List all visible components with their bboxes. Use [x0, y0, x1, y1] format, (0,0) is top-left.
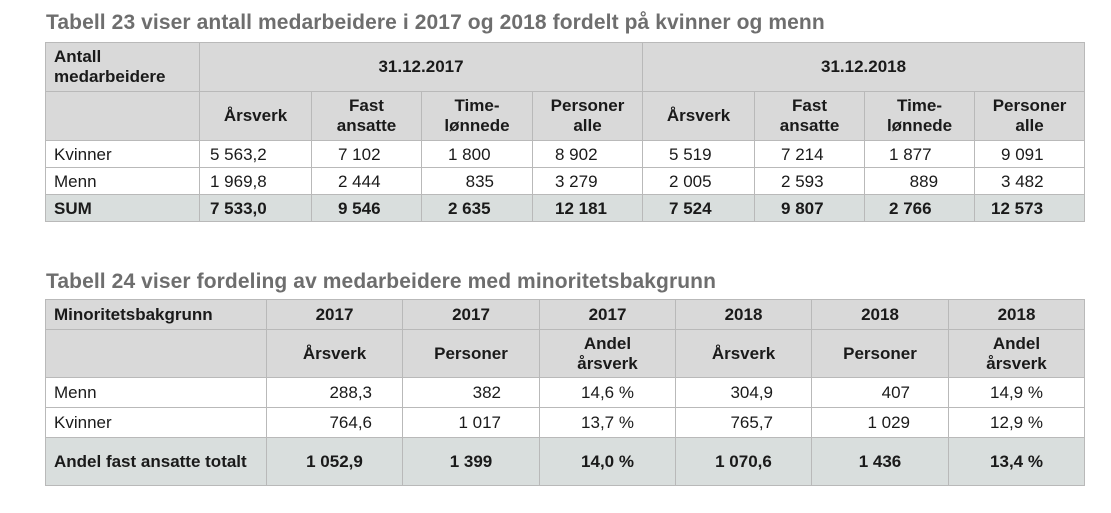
table-cell: 7 533,0	[200, 195, 312, 222]
column-header: Årsverk	[676, 330, 812, 378]
table-cell: 7 102	[312, 141, 422, 168]
column-header: Årsverk	[267, 330, 403, 378]
table-cell: 9 091	[975, 141, 1085, 168]
table-cell: 1 800	[422, 141, 533, 168]
header-empty-cell	[46, 92, 200, 141]
table-cell: 765,7	[676, 408, 812, 438]
table-cell: 1 052,9	[267, 438, 403, 486]
table-cell: 3 279	[533, 168, 643, 195]
corner-label: Antall medarbeidere	[46, 43, 200, 92]
column-header: Fast ansatte	[755, 92, 865, 141]
table-cell: 2 005	[643, 168, 755, 195]
sum-row	[46, 195, 1085, 222]
table-cell: 5 563,2	[200, 141, 312, 168]
table-row	[46, 168, 1085, 195]
table-cell: 1 969,8	[200, 168, 312, 195]
table-cell: 13,7 %	[540, 408, 676, 438]
column-header: Personer	[403, 330, 540, 378]
table-cell: 1 070,6	[676, 438, 812, 486]
table-cell: 835	[422, 168, 533, 195]
table-24	[45, 299, 1085, 486]
table-cell: 9 546	[312, 195, 422, 222]
year-header: 2018	[812, 300, 949, 330]
year-header: 2017	[267, 300, 403, 330]
table-cell: 1 017	[403, 408, 540, 438]
table-cell: 407	[812, 378, 949, 408]
table-cell: 382	[403, 378, 540, 408]
table-cell: 2 766	[865, 195, 975, 222]
table-cell: 14,9 %	[949, 378, 1085, 408]
table-cell: 8 902	[533, 141, 643, 168]
table-23-title: Tabell 23 viser antall medarbeidere i 2017 og 2018 fordelt på kvinner og menn	[46, 11, 825, 34]
table-cell: 1 436	[812, 438, 949, 486]
table-cell: 12 573	[975, 195, 1085, 222]
column-header: Andel årsverk	[949, 330, 1085, 378]
table-cell: 288,3	[267, 378, 403, 408]
table-cell: 12,9 %	[949, 408, 1085, 438]
table-cell: 889	[865, 168, 975, 195]
table-row	[46, 141, 1085, 168]
period-header-2018: 31.12.2018	[643, 43, 1085, 92]
table-cell: 12 181	[533, 195, 643, 222]
header-empty-cell	[46, 330, 267, 378]
table-cell: 2 635	[422, 195, 533, 222]
period-header-2017: 31.12.2017	[200, 43, 643, 92]
table-cell: 14,0 %	[540, 438, 676, 486]
table-row	[46, 408, 1085, 438]
column-header: Time-lønnede	[422, 92, 533, 141]
table-cell: 7 214	[755, 141, 865, 168]
column-header: Andel årsverk	[540, 330, 676, 378]
table-cell: 14,6 %	[540, 378, 676, 408]
table-cell: 2 444	[312, 168, 422, 195]
table-cell: 13,4 %	[949, 438, 1085, 486]
row-label: SUM	[46, 195, 200, 222]
table-cell: 1 029	[812, 408, 949, 438]
table-cell: 304,9	[676, 378, 812, 408]
table-cell: 9 807	[755, 195, 865, 222]
table-cell: 1 399	[403, 438, 540, 486]
table-cell: 764,6	[267, 408, 403, 438]
row-label: Andel fast ansatte totalt	[46, 438, 267, 486]
table-cell: 5 519	[643, 141, 755, 168]
table-23	[45, 42, 1085, 222]
table-row	[46, 378, 1085, 408]
column-header: Personer alle	[975, 92, 1085, 141]
corner-label: Minoritetsbakgrunn	[46, 300, 267, 330]
table-cell: 2 593	[755, 168, 865, 195]
row-label: Kvinner	[46, 408, 267, 438]
column-header: Personer alle	[533, 92, 643, 141]
year-header: 2017	[403, 300, 540, 330]
row-label: Menn	[46, 378, 267, 408]
column-header: Time-lønnede	[865, 92, 975, 141]
table-cell: 7 524	[643, 195, 755, 222]
table-24-title: Tabell 24 viser fordeling av medarbeidere med minoritetsbakgrunn	[46, 270, 717, 293]
table-cell: 1 877	[865, 141, 975, 168]
year-header: 2018	[949, 300, 1085, 330]
row-label: Kvinner	[46, 141, 200, 168]
table-cell: 3 482	[975, 168, 1085, 195]
column-header: Årsverk	[200, 92, 312, 141]
column-header: Årsverk	[643, 92, 755, 141]
column-header: Fast ansatte	[312, 92, 422, 141]
column-header: Personer	[812, 330, 949, 378]
year-header: 2017	[540, 300, 676, 330]
row-label: Menn	[46, 168, 200, 195]
year-header: 2018	[676, 300, 812, 330]
total-row	[46, 438, 1085, 486]
